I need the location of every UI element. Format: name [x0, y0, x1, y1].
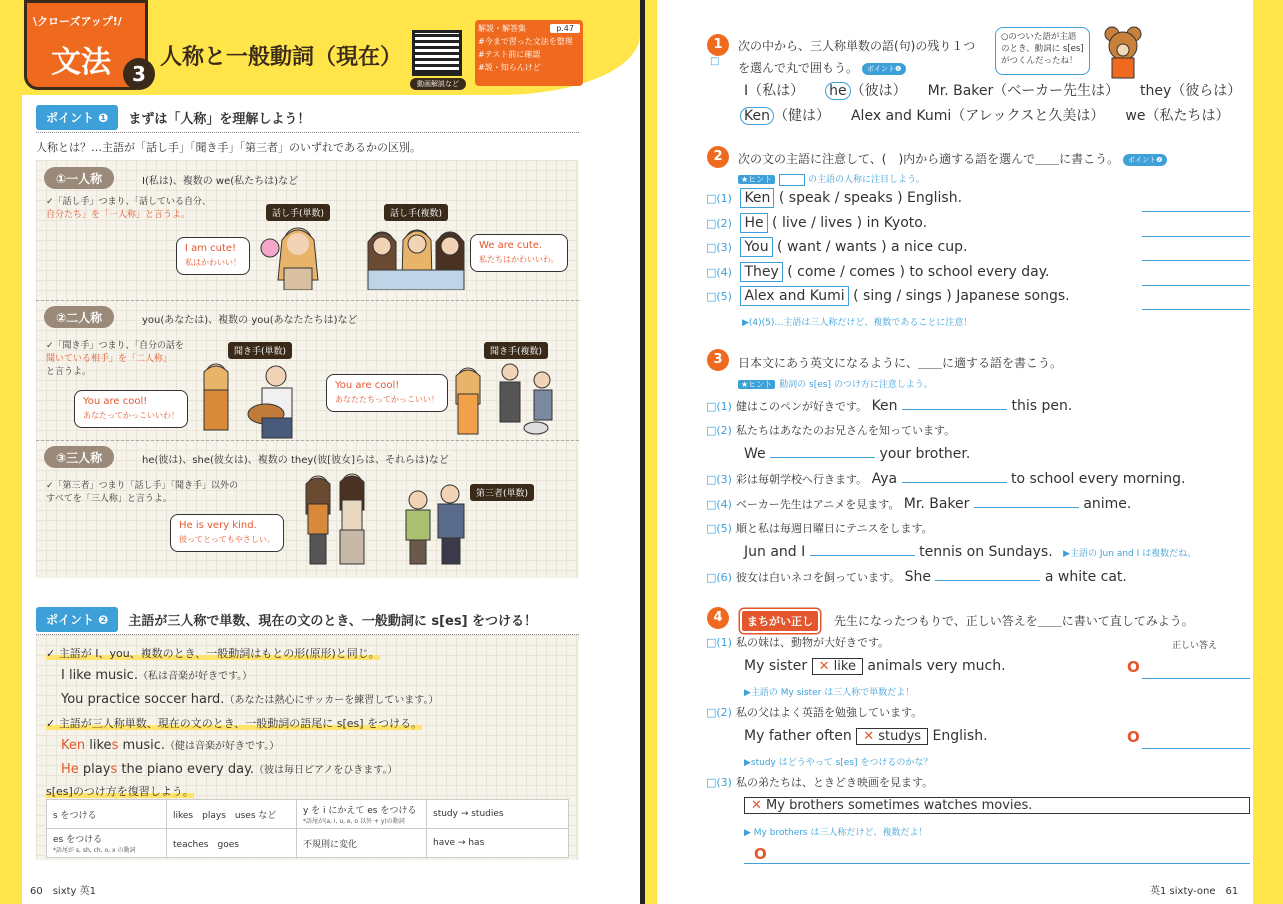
q1-row2: [740, 105, 1229, 125]
checkbox[interactable]: □(1): [706, 192, 732, 205]
choice-word: I（私は）: [744, 83, 798, 99]
second-person-note: [46, 340, 184, 379]
checkbox[interactable]: □(2): [706, 706, 732, 719]
q4-item1-jp: [706, 634, 889, 650]
ref-item: #テスト前に確認: [478, 50, 541, 59]
q3-item: [706, 520, 933, 536]
answer-blank[interactable]: [1142, 236, 1250, 237]
example-en: I like music.: [61, 668, 138, 683]
qr-label: 動画解説など: [410, 78, 466, 90]
yellow-border: [0, 0, 22, 904]
third-person-pill: ③三人称: [44, 446, 114, 468]
point2-title: 主語が三人称で単数、現在の文のとき、一般動詞に s[es] をつける！: [128, 613, 538, 629]
subject-box: They: [740, 262, 782, 282]
q2-item: [706, 288, 1070, 304]
note-line: 聞いている相手」を「二人称」: [46, 354, 173, 364]
table-cell: study → studies: [427, 800, 569, 829]
divider: [36, 132, 579, 133]
choice-word: we（私たちは）: [1125, 108, 1230, 124]
answer-blank[interactable]: [902, 409, 1007, 410]
checkbox[interactable]: □(2): [706, 216, 732, 230]
note-line: ✓「話し手」つまり、「話している自分、: [46, 197, 212, 207]
note-line: ✓「聞き手」つまり、「自分の話を: [46, 341, 185, 351]
ref-item: #今まで習った文法を整理: [478, 37, 573, 46]
point2-tag: ポイント ❷: [36, 607, 118, 632]
hint: [738, 377, 933, 390]
yellow-border: [645, 0, 657, 904]
example-en: You practice soccer hard.: [61, 692, 225, 707]
hint-tag: ★ヒント: [738, 380, 775, 389]
en-text: tennis on Sundays.: [919, 544, 1053, 560]
divider: [36, 440, 579, 441]
bubble-jp: 私はかわいい！: [185, 258, 241, 267]
choice-circled[interactable]: Ken: [740, 107, 774, 125]
qr-code-icon[interactable]: [412, 30, 462, 76]
bubble-en: I am cute!: [185, 243, 237, 254]
ref-label: 解説・解答集: [478, 24, 526, 33]
q2-item: [706, 239, 967, 255]
wrong-word: studys: [878, 729, 922, 744]
q2-item: [706, 190, 962, 206]
point-link-button[interactable]: ポイント❷: [1123, 154, 1167, 166]
bubble-en: You are cool!: [335, 380, 400, 391]
sentence-rest: ( want / wants ) a nice cup.: [777, 239, 968, 255]
note-line: すべてを「三人称」と言うよ。: [46, 494, 172, 504]
en-text: Jun and I: [744, 544, 806, 560]
table-cell: s をつける: [47, 800, 167, 829]
example-verb: play: [82, 762, 111, 777]
listener-plural-label: 聞き手(複数): [484, 342, 548, 359]
second-person-pill: ②二人称: [44, 306, 114, 328]
example-jp: （私は音楽が好きです。）: [137, 671, 253, 682]
yellow-border: [1253, 0, 1283, 904]
answer-blank[interactable]: [1142, 211, 1250, 212]
jp-sentence: 私の弟たちは、ときどき映画を見ます。: [735, 776, 934, 789]
checkbox[interactable]: □(1): [706, 636, 732, 649]
ref-page: p.47: [550, 24, 580, 33]
answer-blank[interactable]: [770, 457, 875, 458]
question-text-line: を選んで丸で囲もう。: [738, 61, 859, 75]
en-text: to school every morning.: [1010, 471, 1186, 487]
jp-sentence: 私の父はよく英語を勉強しています。: [735, 706, 923, 719]
jp-sentence: 彼女は白いネコを飼っています。: [735, 571, 901, 584]
correction-tag: まちがい正し: [740, 609, 820, 633]
hint-text: 動詞の s[es] のつけ方に注意しよう。: [779, 380, 933, 390]
subject-box: He: [740, 213, 767, 233]
q3-item: [706, 422, 955, 438]
divider: [36, 300, 579, 301]
en-text: My sister: [744, 658, 808, 674]
en-text: My father often: [744, 728, 852, 744]
hint-text: の主語の人称に注目しよう。: [808, 175, 926, 185]
review-line: s[es]のつけ方を復習しよう。: [46, 785, 194, 798]
subject-box: Ken: [740, 188, 774, 208]
jp-sentence: 健はこのペンが好きです。: [735, 400, 868, 413]
page-number-right: 英1 sixty-one 61: [1150, 886, 1239, 897]
en-text: animals very much.: [867, 658, 1006, 674]
second-person-desc: you(あなたは)、複数の you(あなたたちは)など: [142, 315, 358, 326]
third-party-label: 第三者(単数): [470, 484, 534, 501]
en-text: a white cat.: [1044, 569, 1127, 585]
example-subject: He: [61, 762, 79, 777]
q4-item2-jp: [706, 704, 922, 720]
point1-intro: 人称とは？…主語が「話し手」「聞き手」「第三者」のいずれであるかの区別。: [36, 141, 421, 154]
sentence-rest: ( speak / speaks ) English.: [778, 190, 963, 206]
choice-word: they（彼らは）: [1139, 83, 1242, 99]
q2-item: [706, 264, 1049, 280]
jp-sentence: 彩は毎朝学校へ行きます。: [735, 473, 868, 486]
question-text: 日本文にあう英文になるように、＿＿に適する語を書こう。: [738, 356, 1063, 370]
example-suffix: s: [110, 762, 118, 777]
table-word: teaches: [173, 839, 209, 850]
jp-sentence: ベーカー先生はアニメを見ます。: [735, 498, 900, 511]
wrong-sentence: My brothers sometimes watches movies.: [766, 798, 1033, 813]
q4-note: ▶ My brothers は三人称だけど、複数だよ！: [744, 828, 928, 838]
question-number: 2: [707, 146, 729, 168]
bubble-en: He is very kind.: [179, 520, 257, 531]
question-text: [738, 150, 1167, 167]
people-illustration: [300, 470, 470, 570]
answer-blank[interactable]: [744, 863, 1250, 864]
table-cell: [167, 829, 297, 858]
wrong-word: like: [833, 659, 856, 674]
point2-header: [36, 606, 537, 632]
q4-item2-en: My father often ✕ studys English.: [744, 728, 988, 744]
sentence-rest: ( live / lives ) in Kyoto.: [772, 214, 928, 231]
choice-word: Alex and Kumi（アレックスと久美は）: [850, 108, 1098, 124]
q3-item: [706, 569, 1127, 585]
table-cell: [47, 829, 167, 858]
q4-item1-en: My sister ✕ like animals very much.: [744, 658, 1006, 674]
sentence-rest: ( come / comes ) to school every day.: [787, 263, 1050, 280]
point-link-button[interactable]: ポイント❶: [862, 63, 906, 75]
page-title: 人称と一般動詞（現在）: [160, 45, 403, 70]
answer-blank[interactable]: [935, 580, 1040, 581]
badge-number: 3: [123, 58, 155, 90]
question-text: 次の中から、三人称単数の語(句)の残り１つ: [738, 39, 976, 53]
en-text: Ken: [871, 398, 898, 414]
third-person-note: [46, 480, 238, 506]
example-jp: （彼は毎日ピアノをひきます。）: [254, 765, 398, 776]
example-rest: the piano every day.: [117, 762, 255, 777]
en-text: She: [904, 569, 931, 585]
guitar-player-illustration: [196, 360, 306, 440]
table-cell: 不規則に変化: [297, 829, 427, 858]
checkbox[interactable]: □: [710, 56, 720, 67]
first-person-note: [46, 196, 211, 222]
answer-blank[interactable]: [902, 482, 1007, 483]
checkbox[interactable]: □(1): [706, 400, 732, 413]
note-line: 自分たち」を「一人称」と言うよ。: [46, 210, 191, 220]
bubble-en: You are cool!: [83, 396, 148, 407]
en-text: Aya: [871, 471, 898, 487]
bubble-jp: 私たちはかわいいわ。: [479, 255, 559, 264]
choice-word: （健は）: [773, 108, 823, 124]
correct-mark-icon: O: [754, 845, 767, 863]
answer-blank[interactable]: [1142, 748, 1250, 749]
q3-item: [706, 496, 1131, 512]
question-text-line: 次の文の主語に注意して、( )内から適する語を選んで＿＿に書こう。: [738, 152, 1120, 166]
checkbox[interactable]: □(4): [706, 265, 732, 279]
choice-word: （彼は）: [850, 83, 900, 99]
jp-sentence: 私の妹は、動物が大好きです。: [735, 636, 890, 649]
q3-note: ▶主語の Jun and I は複数だね。: [1063, 549, 1197, 559]
choice-circled: he: [825, 82, 851, 100]
example-suffix: s: [111, 738, 119, 753]
table-text: y を i にかえて es をつける: [303, 806, 417, 816]
speaker-single-label: 話し手(単数): [266, 204, 330, 221]
answer-blank[interactable]: [974, 507, 1079, 508]
en-text: English.: [932, 728, 988, 744]
jp-sentence: 私たちはあなたのお兄さんを知っています。: [735, 424, 956, 437]
point1-header: [36, 104, 310, 130]
q3-answer-line: [744, 446, 970, 462]
q4-note: ▶主語の My sister は三人称で単数だよ！: [744, 688, 915, 698]
q2-note: ▶(4)(5)…主語は三人称だけど、複数であることに注意！: [742, 318, 973, 328]
note-line: ✓「第三者」つまり「話し手」「聞き手」以外の: [46, 481, 239, 491]
suffix-table: [46, 799, 569, 858]
checkbox[interactable]: □(4): [706, 498, 732, 511]
point1-title: まずは「人称」を理解しよう！: [128, 111, 311, 127]
speaker-plural-label: 話し手(複数): [384, 204, 448, 221]
table-cell: [167, 800, 297, 829]
checkbox[interactable]: □(2): [706, 424, 732, 437]
answer-blank[interactable]: [1142, 260, 1250, 261]
point1-tag: ポイント ❶: [36, 105, 118, 130]
q2-item: [706, 215, 927, 231]
girls-illustration: [362, 220, 472, 290]
q3-item: [706, 471, 1186, 487]
choice-word: Mr. Baker（ベーカー先生は）: [927, 83, 1112, 99]
table-word: goes: [217, 839, 239, 850]
rule-line: ✓ 主語が三人称単数、現在の文のとき、一般動詞の語尾に s[es] をつける。: [46, 717, 423, 730]
chapter-badge: [24, 0, 148, 90]
left-page: [0, 0, 640, 904]
example-rest: music.: [118, 738, 166, 753]
question-number: 1: [707, 34, 729, 56]
q1-row1: [744, 80, 1241, 100]
question-number: 3: [707, 349, 729, 371]
checkbox[interactable]: □(3): [706, 776, 732, 789]
en-text: We: [744, 446, 766, 462]
table-word: plays: [202, 810, 226, 821]
example-subject: Ken: [61, 738, 86, 753]
badge-title: 文法: [51, 45, 111, 80]
bubble-en: We are cute.: [479, 240, 543, 251]
example-jp: （あなたは熱心にサッカーを練習しています。）: [224, 695, 439, 706]
checkbox[interactable]: □(3): [706, 473, 732, 486]
subject-box: You: [740, 237, 772, 257]
speech-bubble: [170, 514, 284, 552]
bubble-jp: あなたたちってかっこいい！: [335, 395, 439, 404]
speech-bubble: [176, 237, 250, 275]
correct-mark-icon: O: [1127, 658, 1140, 676]
band-illustration: [450, 358, 560, 438]
ref-item: #説・知らんけど: [478, 63, 541, 72]
first-person-desc: I(私は)、複数の we(私たちは)など: [142, 176, 299, 187]
hint-speech-bubble: ○のついた語が主語のとき、動詞に s[es] がつくんだったね！: [995, 27, 1090, 75]
example-verb: like: [89, 738, 112, 753]
table-cell: have → has: [427, 829, 569, 858]
third-person-desc: he(彼は)、she(彼女は)、複数の they(彼[彼女]らは、それらは)など: [142, 455, 449, 466]
first-person-pill: ①一人称: [44, 167, 114, 189]
q3-answer-line: [744, 544, 1196, 560]
speech-bubble: [326, 374, 448, 412]
checkbox[interactable]: □(3): [706, 241, 732, 254]
question-text: 先生になったつもりで、正しい答えを＿＿に書いて直してみよう。: [834, 614, 1194, 628]
rule-line: ✓ 主語が I、you、複数のとき、一般動詞はもとの形(原形)と同じ。: [46, 647, 380, 660]
table-cell: [297, 800, 427, 829]
table-word: likes: [173, 810, 194, 821]
girl-illustration: [258, 220, 338, 290]
bubble-jp: あなたってかっこいいわ！: [83, 411, 179, 420]
table-word: uses など: [234, 810, 277, 821]
correct-mark-icon: O: [1127, 728, 1140, 746]
answer-blank[interactable]: [810, 555, 915, 556]
q4-item3-en: ✕ My brothers sometimes watches movies.: [744, 797, 1250, 814]
answer-blank[interactable]: [1142, 309, 1250, 310]
badge-subtitle: \クローズアップ!/: [33, 15, 122, 28]
en-text: your brother.: [879, 446, 971, 462]
page-number-left: 60 sixty 英1: [30, 886, 97, 897]
table-note: *語尾が(a, i, u, e, o 以外 + y)の動詞: [303, 818, 405, 825]
character-icon: [1098, 22, 1148, 82]
en-text: anime.: [1083, 496, 1132, 512]
answer-blank[interactable]: [1142, 678, 1250, 679]
sentence-rest: ( sing / sings ) Japanese songs.: [853, 288, 1070, 304]
hint-tag: ★ヒント: [738, 175, 775, 184]
hint: [738, 172, 925, 185]
answer-label: 正しい答え: [1172, 641, 1218, 651]
question-text: [738, 59, 906, 76]
en-text: this pen.: [1011, 398, 1073, 414]
checkbox[interactable]: □(5): [706, 522, 732, 535]
answer-blank[interactable]: [1142, 285, 1250, 286]
jp-sentence: 順と私は毎週日曜日にテニスをします。: [735, 522, 933, 535]
bubble-jp: 彼ってとってもやさしい。: [179, 535, 275, 544]
reference-box: [475, 20, 583, 86]
subject-box: Alex and Kumi: [740, 286, 848, 306]
q4-item3-jp: [706, 774, 933, 790]
q3-item: [706, 398, 1072, 414]
speech-bubble: [470, 234, 568, 272]
question-number: 4: [707, 607, 729, 629]
example-jp: （健は音楽が好きです。）: [165, 741, 280, 752]
speech-bubble: [74, 390, 188, 428]
checkbox[interactable]: □(5): [706, 290, 732, 303]
listener-single-label: 聞き手(単数): [228, 342, 292, 359]
note-line: と言うよ。: [46, 367, 92, 377]
table-text: es をつける: [53, 835, 103, 845]
q4-note: ▶study はどうやって s[es] をつけるのかな？: [744, 758, 933, 768]
checkbox[interactable]: □(6): [706, 571, 732, 584]
en-text: Mr. Baker: [903, 496, 970, 512]
table-note: *語尾が s, sh, ch, o, x の動詞: [53, 847, 136, 854]
